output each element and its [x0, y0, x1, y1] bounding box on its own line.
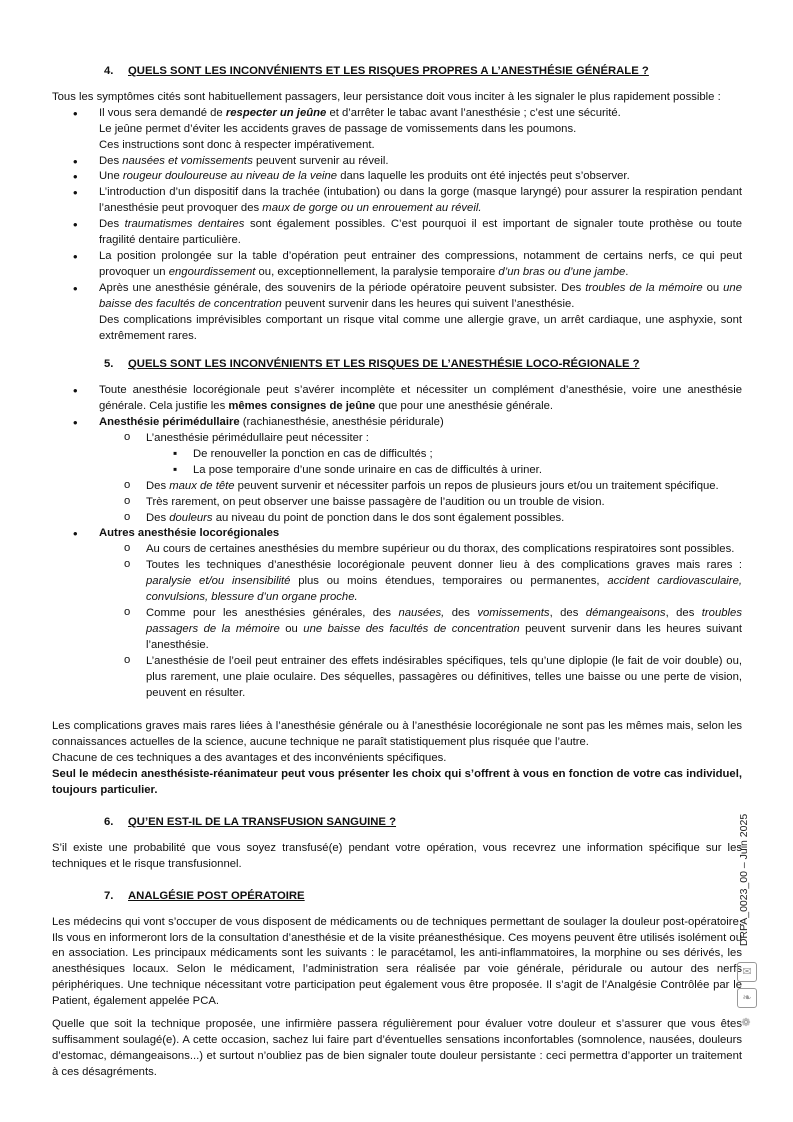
text: Des: [99, 218, 125, 231]
text: , des: [549, 607, 586, 619]
paragraph: S’il existe une probabilité que vous soyez transfusé(e) pendant votre opération, vous recevrez une information spécifique sur les techniques et le risque transfusionnel.: [52, 841, 742, 870]
section-6-heading: [104, 815, 742, 831]
sub-list: [99, 431, 742, 526]
text: plus ou moins étendues, temporaires ou permanentes,: [290, 575, 608, 588]
text: Toutes les techniques d’anesthésie locorégionale peuvent donner lieu à des complications graves mais rares :: [146, 559, 742, 572]
section-4-heading: [104, 64, 742, 80]
text: Comme pour les anesthésies générales, des: [146, 607, 399, 619]
list-item: [99, 249, 742, 281]
sub-list-item: [146, 606, 742, 654]
emphasis: maux de tête: [169, 479, 235, 492]
emphasis: traumatismes dentaires: [124, 218, 245, 231]
text: , des: [665, 607, 702, 619]
text: peuvent survenir dans les heures suivant l’anesthésie.: [146, 622, 742, 651]
text: ou, exceptionnellement, la paralysie temporaire: [255, 265, 499, 278]
emphasis: une baisse des facultés de concentration: [99, 281, 742, 310]
list-item: [99, 281, 742, 345]
strong: Anesthésie périmédullaire: [99, 416, 240, 429]
text: .: [625, 265, 629, 278]
text: peuvent survenir dans les heures qui suivent l’anesthésie.: [281, 297, 575, 310]
emphasis: respecter un jeûne: [225, 106, 327, 119]
section-title: QU’EN EST-IL DE LA TRANSFUSION SANGUINE ?: [128, 815, 397, 828]
text: sont également possibles. C’est pourquoi il est important de signaler toute prothèse ou toute fragilité dentaire particulière.: [99, 218, 742, 247]
text: des: [444, 607, 478, 619]
sub-list-item: o Au cours de certaines anesthésies du membre supérieur ou du thorax, des complications respiratoires sont possibles.: [146, 542, 742, 558]
leaf-logo-icon: ❧: [737, 988, 757, 1008]
sub-sub-list-item: ▪ De renouveller la ponction en cas de difficultés ;: [193, 447, 742, 463]
strong: mêmes consignes de jeûne: [228, 400, 376, 413]
paragraph: Quelle que soit la technique proposée, une infirmière passera régulièrement pour évaluer votre douleur et s’assurer que vous êtes suffisamment soulagé(e). A cette occasion, sachez lui faire part d’éventuelles sensations inconfortables (somnolence, nausées, douleurs d’estomac, démangeaisons...) et surtout n’oubliez pas de bien signaler toute douleur persistante : ceci permettra d’apporter un traitement à ces désagréments.: [52, 1018, 742, 1078]
text: L’anesthésie périmédullaire peut nécessiter :: [146, 432, 369, 445]
section-number: 4.: [104, 65, 114, 77]
section-4-intro: Tous les symptômes cités sont habituellement passagers, leur persistance doit vous inciter à les signaler le plus rapidement possible :: [52, 90, 721, 103]
text: que pour une anesthésie générale.: [375, 400, 554, 413]
section-number: 6.: [104, 815, 114, 828]
text: ou: [279, 622, 304, 635]
envelope-logo-icon: ✉: [737, 962, 757, 982]
sub-sub-list-item: ▪ La pose temporaire d’une sonde urinaire en cas de difficultés à uriner.: [193, 463, 742, 479]
section-title: ANALGÉSIE POST OPÉRATOIRE: [128, 889, 305, 902]
sub-list-item: [146, 431, 742, 479]
text: Des: [99, 154, 123, 167]
text: Ces instructions sont donc à respecter impérativement.: [99, 138, 375, 151]
section-number: 7.: [104, 889, 114, 902]
text: Le jeûne permet d’éviter les accidents graves de passage de vomissements dans les poumons.: [99, 122, 577, 135]
reference-code: DRPA_0023_00 – Juin 2025: [738, 813, 751, 947]
text: peuvent survenir au réveil.: [252, 154, 389, 167]
section-title: QUELS SONT LES INCONVÉNIENTS ET LES RISQUES PROPRES A L’ANESTHÉSIE GÉNÉRALE ?: [128, 65, 649, 77]
section-number: 5.: [104, 358, 114, 371]
list-item: [99, 217, 742, 249]
paragraph-bold: Seul le médecin anesthésiste-réanimateur peut vous présenter les choix qui s’offrent à vous en fonction de votre cas individuel, toujours particulier.: [52, 768, 742, 797]
emphasis: rougeur douloureuse au niveau de la veine: [122, 170, 338, 183]
sub-list-item: [146, 479, 742, 495]
paragraph: Chacune de ces techniques a des avantages et des inconvénients spécifiques.: [52, 752, 447, 765]
emphasis: d’un bras ou d’une jambe: [498, 265, 626, 278]
text: dans laquelle les produits ont été injectés peut s’observer.: [337, 170, 630, 183]
text: au niveau du point de ponction dans le dos sont également possibles.: [212, 511, 565, 524]
list-item: [99, 383, 742, 415]
paragraph: Les médecins qui vont s’occuper de vous disposent de médicaments ou de techniques permettant de soulager la douleur post-opératoire. Ils vous en informeront lors de la consultation d’anesthésie et de la visite préanesthésique. Ces moyens peuvent être utilisés isolément ou en association. Les principaux médicaments sont les suivants : le paracétamol, les anti-inflammatoires, la morphine ou ses dérivés, les anesthésiques locaux. Selon le médicament, l’administration sera réalisée par voie générale, péridurale ou autour des nerfs périphériques. Une technique nécessitant votre participation peut également vous être proposée. Il s’agit de l’Analgésie Contrôlée par le Patient, également appelée PCA.: [52, 915, 742, 1008]
sub-list: [99, 542, 742, 701]
text: (rachianesthésie, anesthésie péridurale): [239, 416, 444, 429]
list-item: [99, 185, 742, 217]
text: Après une anesthésie générale, des souvenirs de la période opératoire peuvent subsister. Des: [99, 281, 586, 294]
strong: Autres anesthésie locorégionales: [99, 527, 280, 540]
document-page: [52, 64, 742, 1081]
emphasis: engourdissement: [168, 265, 256, 278]
emphasis: nausées,: [398, 607, 445, 619]
list-item: [99, 106, 742, 154]
section-5-heading: [104, 357, 742, 373]
section-title: QUELS SONT LES INCONVÉNIENTS ET LES RISQUES DE L’ANESTHÉSIE LOCO-RÉGIONALE ?: [128, 358, 640, 371]
list-item: [99, 154, 742, 170]
section-5-list: [52, 383, 742, 701]
sub-list-item: o L’anesthésie de l’oeil peut entrainer des effets indésirables spécifiques, tels qu’une diplopie (le fait de voir double) ou, plus rarement, une plaie oculaire. Des séquelles, passagères ou définitives, telles une baisse ou une perte de vision, peuvent en résulter.: [146, 654, 742, 702]
emphasis: paralysie et/ou insensibilité: [146, 575, 291, 588]
text: Des: [146, 479, 170, 492]
emphasis: démangeaisons: [585, 607, 666, 619]
emphasis: accident cardiovasculaire, convulsions, blessure d’un organe proche.: [146, 575, 742, 604]
emphasis: nausées et vomissements: [122, 154, 253, 167]
sub-list-item: [146, 511, 742, 527]
text: et d’arrêter le tabac avant l’anesthésie ; c’est une sécurité.: [326, 106, 621, 119]
section-7-heading: [104, 889, 742, 905]
text: L’introduction d’un dispositif dans la trachée (intubation) ou dans la gorge (masque laryngé) pour assurer la respiration pendant l’anesthésie peut provoquer des: [99, 186, 742, 215]
text: Des: [146, 511, 170, 524]
emphasis: troubles de la mémoire: [585, 281, 703, 294]
text: peuvent survenir et nécessiter parfois un repos de plusieurs jours et/ou un traitement spécifique.: [234, 479, 719, 492]
text: Toute anesthésie locorégionale peut s’avérer incomplète et nécessiter un complément d’anesthésie, voire une anesthésie générale. Cela justifie les: [99, 384, 742, 413]
emphasis: troubles passagers de la mémoire: [146, 607, 742, 635]
sub-list-item: o Très rarement, on peut observer une baisse passagère de l’audition ou un trouble de vision.: [146, 495, 742, 511]
text: La position prolongée sur la table d’opération peut entrainer des compressions, notamment de certains nerfs, ce qui peut provoquer un: [99, 249, 742, 278]
sub-sub-list: [146, 447, 742, 479]
text: Une: [99, 170, 123, 183]
document-reference: [735, 815, 755, 945]
emphasis: une baisse des facultés de concentration: [303, 622, 520, 635]
text: ou: [702, 281, 724, 294]
sub-list-item: [146, 558, 742, 606]
list-item: [99, 526, 742, 701]
section-4-list: [52, 106, 742, 345]
text: Des complications imprévisibles comportant un risque vital comme une allergie grave, un arrêt cardiaque, une asphyxie, sont extrêmement rares.: [99, 313, 742, 342]
paragraph: Les complications graves mais rares liées à l’anesthésie générale ou à l’anesthésie locorégionale ne sont pas les mêmes mais, selon les connaissances actuelles de la science, aucune technique ne paraît statistiquement plus risquée que l’autre.: [52, 720, 742, 749]
list-item: [99, 169, 742, 185]
emphasis: douleurs: [169, 511, 213, 524]
text: Il vous sera demandé de: [99, 106, 226, 119]
list-item: [99, 415, 742, 526]
emphasis: vomissements: [477, 607, 550, 619]
swirl-logo-icon: ❁: [741, 1017, 751, 1029]
emphasis: maux de gorge ou un enrouement au réveil.: [262, 202, 482, 215]
